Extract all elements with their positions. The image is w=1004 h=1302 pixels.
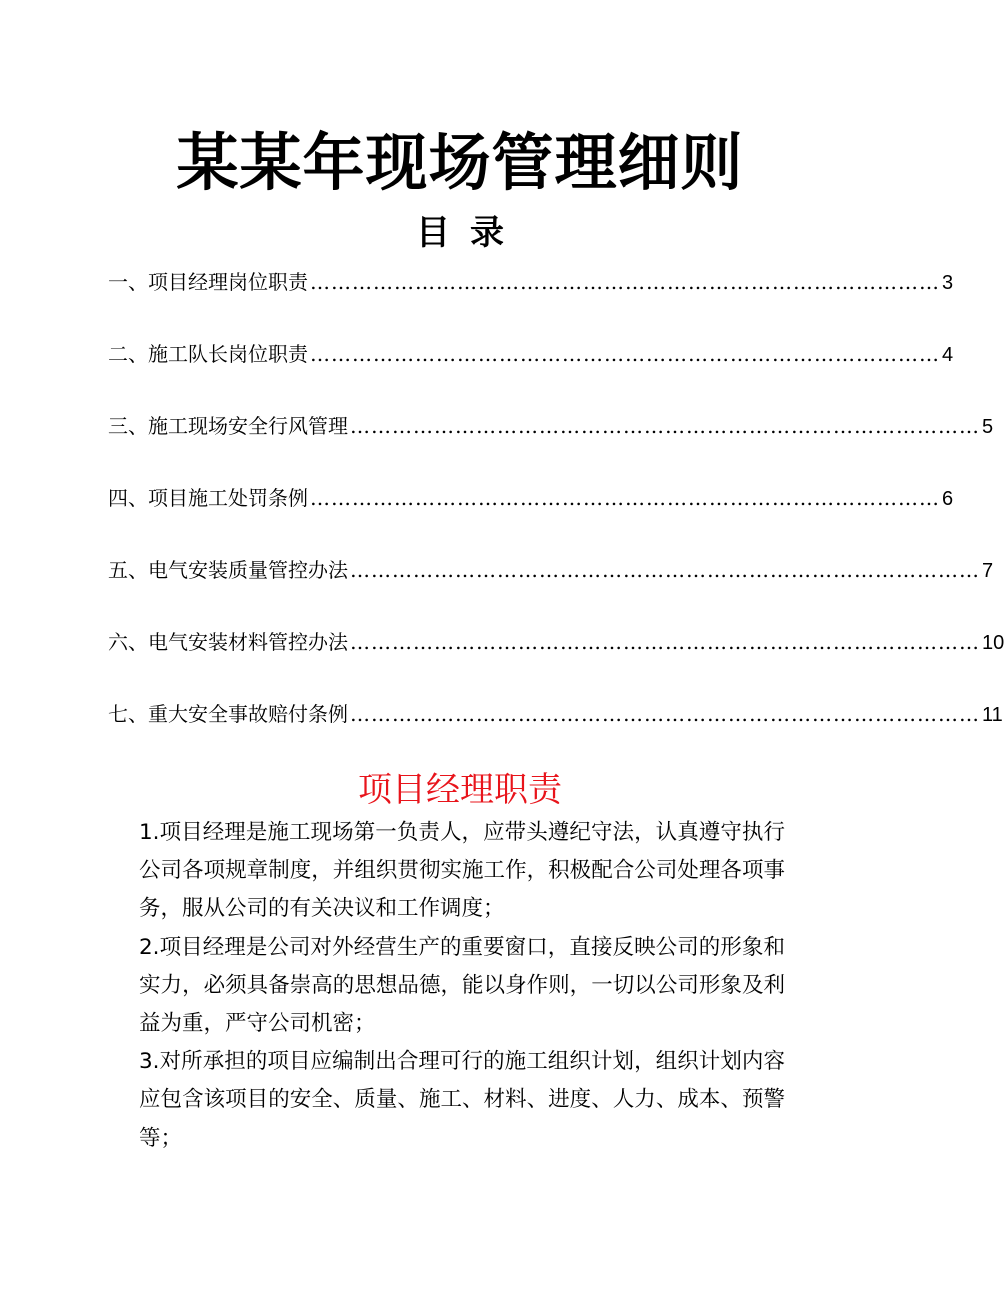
toc-entry-number: 五、 <box>108 558 148 582</box>
paragraph: 1.项目经理是施工现场第一负责人，应带头遵纪守法，认真遵守执行公司各项规章制度，并组织贯彻实施工作，积极配合公司处理各项事务，服从公司的有关决议和工作调度； <box>139 820 785 922</box>
toc-entry-page: 4 <box>942 344 954 366</box>
toc-leader-dots: ……………………………………………………………………………… <box>350 414 980 438</box>
toc-entry-page: 5 <box>982 416 994 438</box>
toc-entry-page: 10 <box>982 632 1004 654</box>
paragraph: 3.对所承担的项目应编制出合理可行的施工组织计划，组织计划内容应包含该项目的安全、质量、施工、材料、进度、人力、成本、预警等； <box>139 1049 785 1151</box>
toc-entry-label: 施工队长岗位职责 <box>148 342 308 366</box>
toc-leader-dots: ……………………………………………………………………………… <box>350 630 980 654</box>
toc-entry[interactable] <box>108 337 954 409</box>
toc-entry[interactable] <box>108 553 994 625</box>
toc-entry-number: 七、 <box>108 702 148 726</box>
section-title: 项目经理职责 <box>358 770 562 810</box>
toc-leader-dots: ……………………………………………………………………………… <box>350 558 980 582</box>
toc-leader-dots: ……………………………………………………………………………… <box>310 342 940 366</box>
document-title: 某某年现场管理细则 <box>176 126 744 199</box>
toc-entry-number: 二、 <box>108 342 148 366</box>
paragraph: 2.项目经理是公司对外经营生产的重要窗口，直接反映公司的形象和实力，必须具备崇高的思想品德，能以身作则，一切以公司形象及利益为重，严守公司机密； <box>139 934 785 1037</box>
section-body <box>139 814 785 1158</box>
toc-entry-label: 电气安装质量管控办法 <box>148 558 348 582</box>
toc-heading-char: 录 <box>470 213 504 253</box>
toc-entry-page: 7 <box>982 560 994 582</box>
toc-entry[interactable] <box>108 625 1004 697</box>
toc-entry-page: 6 <box>942 488 954 510</box>
toc-entry[interactable] <box>108 409 994 481</box>
toc-leader-dots: ……………………………………………………………………………… <box>350 702 980 726</box>
toc-entry-number: 四、 <box>108 486 148 510</box>
toc-entry-number: 三、 <box>108 414 148 438</box>
toc-entry[interactable] <box>108 697 1003 769</box>
toc-entry-label: 项目经理岗位职责 <box>148 270 308 294</box>
toc-leader-dots: ……………………………………………………………………………… <box>310 270 940 294</box>
toc-heading <box>0 208 920 258</box>
table-of-contents <box>108 265 1004 769</box>
toc-heading-char: 目 <box>416 213 450 253</box>
toc-entry[interactable] <box>108 481 954 553</box>
toc-leader-dots: ……………………………………………………………………………… <box>310 486 940 510</box>
toc-entry-label: 项目施工处罚条例 <box>148 486 308 510</box>
toc-entry-label: 重大安全事故赔付条例 <box>148 702 348 726</box>
toc-entry-page: 11 <box>982 704 1003 726</box>
toc-entry-page: 3 <box>942 272 954 294</box>
toc-entry-number: 一、 <box>108 270 148 294</box>
toc-entry[interactable] <box>108 265 954 337</box>
toc-entry-label: 施工现场安全行风管理 <box>148 414 348 438</box>
toc-entry-number: 六、 <box>108 630 148 654</box>
toc-entry-label: 电气安装材料管控办法 <box>148 630 348 654</box>
